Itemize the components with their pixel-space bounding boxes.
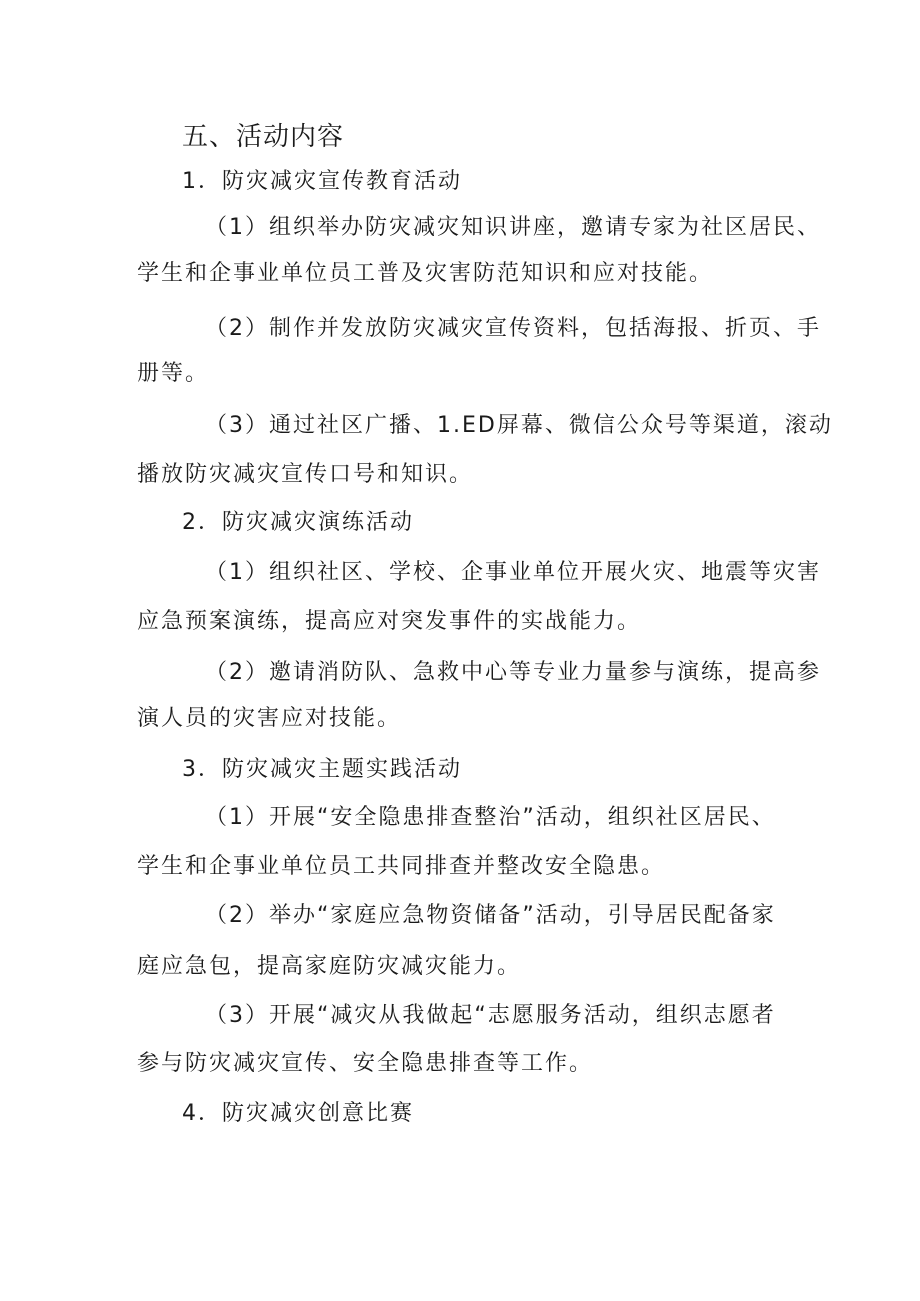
- section-2-title: 2．防灾减灾演练活动: [182, 510, 414, 535]
- section-3-item-2-line-1: （2）举办“家庭应急物资储备”活动，引导居民配备家: [205, 903, 776, 928]
- section-1-item-3-line-1: （3）通过社区广播、1.ED屏幕、微信公众号等渠道，滚动: [205, 413, 833, 438]
- section-2-item-2-line-2: 演人员的灾害应对技能。: [137, 706, 402, 731]
- section-3-title: 3．防灾减灾主题实践活动: [182, 757, 462, 782]
- section-1-title: 1．防灾减灾宣传教育活动: [182, 169, 462, 194]
- section-3-item-3-line-1: （3）开展“减灾从我做起“志愿服务活动，组织志愿者: [205, 1003, 776, 1028]
- section-4-title: 4．防灾减灾创意比赛: [182, 1101, 414, 1126]
- section-1-item-3-line-2: 播放防灾减灾宣传口号和知识。: [137, 462, 474, 487]
- section-2-item-1-line-2: 应急预案演练，提高应对突发事件的实战能力。: [137, 609, 642, 634]
- section-1-item-1-line-2: 学生和企事业单位员工普及灾害防范知识和应对技能。: [137, 261, 714, 286]
- section-1-item-2-line-1: （2）制作并发放防灾减灾宣传资料，包括海报、折页、手: [205, 316, 821, 341]
- section-2-item-1-line-1: （1）组织社区、学校、企事业单位开展火灾、地震等灾害: [205, 560, 821, 585]
- section-1-item-2-line-2: 册等。: [137, 361, 210, 386]
- section-3-item-1-line-2: 学生和企事业单位员工共同排查并整改安全隐患。: [137, 854, 666, 879]
- section-2-item-2-line-1: （2）邀请消防队、急救中心等专业力量参与演练，提高参: [205, 660, 821, 685]
- section-3-item-1-line-1: （1）开展“安全隐患排查整治”活动，组织社区居民、: [205, 805, 776, 830]
- section-1-item-1-line-1: （1）组织举办防灾减灾知识讲座，邀请专家为社区居民、: [205, 215, 821, 240]
- section-heading: 五、活动内容: [182, 122, 345, 152]
- section-3-item-3-line-2: 参与防灾减灾宣传、安全隐患排查等工作。: [137, 1051, 594, 1076]
- section-3-item-2-line-2: 庭应急包，提高家庭防灾减灾能力。: [137, 954, 522, 979]
